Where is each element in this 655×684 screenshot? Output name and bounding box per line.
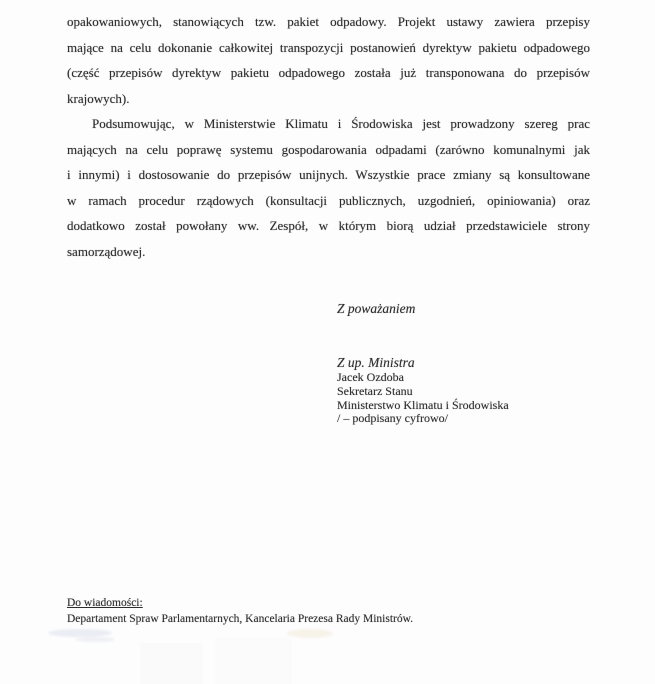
scan-artifact bbox=[215, 637, 292, 684]
scan-artifact bbox=[287, 629, 333, 638]
letter-body bbox=[67, 9, 590, 264]
closing-salutation: Z poważaniem bbox=[337, 301, 416, 316]
scan-artifact bbox=[48, 629, 112, 637]
signature-title: Sekretarz Stanu bbox=[337, 383, 413, 398]
signature-digital-note: / – podpisany cyfrowo/ bbox=[337, 411, 448, 426]
paragraph-2-line: Podsumowując, w Ministerstwie Klimatu i Środowiska jest prowadzony szereg prac bbox=[92, 116, 590, 131]
scan-artifact bbox=[75, 637, 115, 642]
paragraph-1-line: krajowych). bbox=[67, 90, 130, 106]
paragraph-1-line: mające na celu dokonanie całkowitej transpozycji postanowień dyrektyw pakietu odpadowego bbox=[67, 39, 590, 55]
signature-block bbox=[337, 354, 509, 426]
signature-authority: Z up. Ministra bbox=[337, 355, 415, 370]
signature-name: Jacek Ozdoba bbox=[337, 370, 404, 384]
scan-artifact bbox=[140, 643, 203, 684]
cc-recipients: Departament Spraw Parlamentarnych, Kancelaria Prezesa Rady Ministrów. bbox=[67, 613, 414, 625]
paragraph-2-line: i innymi) i dostosowanie do przepisów unijnych. Wszystkie prace zmiany są konsultowane bbox=[67, 167, 590, 182]
paragraph-2-line: mających na celu poprawę systemu gospodarowania odpadami (zarówno komunalnymi jak bbox=[67, 141, 590, 157]
signature-organization: Ministerstwo Klimatu i Środowiska bbox=[337, 397, 509, 412]
paragraph-2-line: w ramach procedur rządowych (konsultacji publicznych, uzgodnień, opiniowania) oraz bbox=[67, 192, 590, 208]
cc-heading: Do wiadomości: bbox=[67, 597, 143, 609]
cc-block bbox=[67, 595, 413, 627]
paragraph-2-line: samorządowej. bbox=[67, 243, 146, 259]
paragraph-1-line: opakowaniowych, stanowiących tzw. pakiet odpadowy. Projekt ustawy zawiera przepisy bbox=[67, 14, 590, 29]
paragraph-1-line: (część przepisów dyrektyw pakietu odpadowego została już transponowana do przepisów bbox=[67, 65, 590, 80]
paragraph-2-line: dodatkowo został powołany ww. Zespół, w którym biorą udział przedstawiciele strony bbox=[67, 218, 590, 233]
